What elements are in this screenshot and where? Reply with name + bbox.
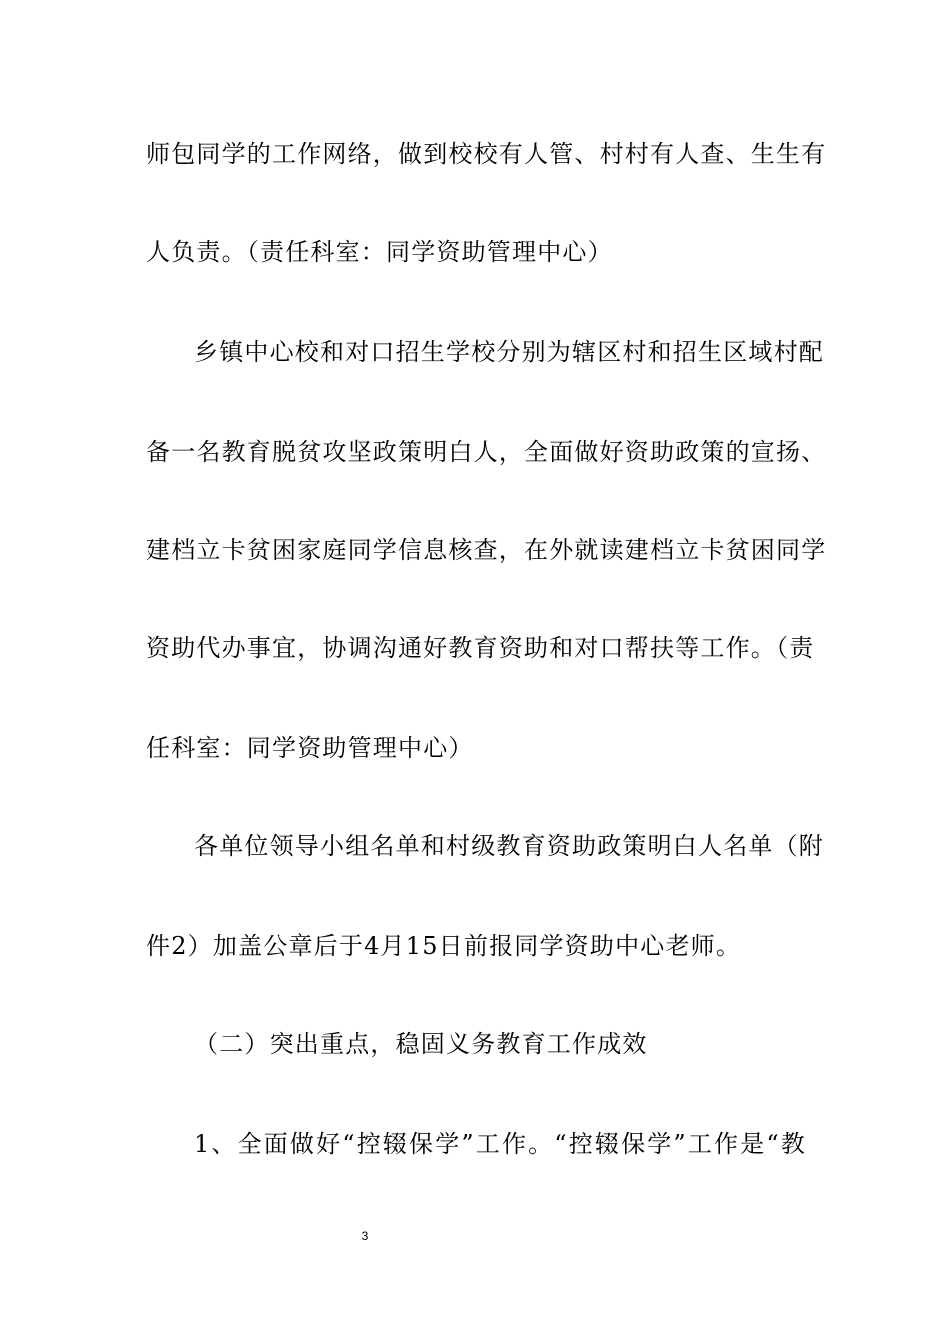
text-line-3: 乡镇中心校和对口招生学校分别为辖区村和招生区域村配: [194, 338, 824, 366]
text-line-2: 人负责。（责任科室：同学资助管理中心）: [146, 238, 613, 266]
section-heading: （二）突出重点，稳固义务教育工作成效: [194, 1030, 648, 1058]
text-line-4: 备一名教育脱贫攻坚政策明白人，全面做好资助政策的宣扬、: [146, 438, 827, 466]
text-line-5: 建档立卡贫困家庭同学信息核查，在外就读建档立卡贫困同学: [146, 536, 827, 564]
text-line-8: 各单位领导小组名单和村级教育资助政策明白人名单（附: [194, 832, 824, 860]
text-line-1: 师包同学的工作网络，做到校校有人管、村村有人查、生生有: [146, 140, 827, 168]
page-number: 3: [361, 1229, 369, 1243]
text-line-9: 件2）加盖公章后于4月15日前报同学资助中心老师。: [146, 932, 742, 960]
text-line-7: 任科室：同学资助管理中心）: [146, 734, 474, 762]
text-line-6: 资助代办事宜，协调沟通好教育资助和对口帮扶等工作。（责: [146, 634, 815, 662]
text-line-11: 1、全面做好“控辍保学”工作。“控辍保学”工作是“教: [194, 1130, 806, 1158]
